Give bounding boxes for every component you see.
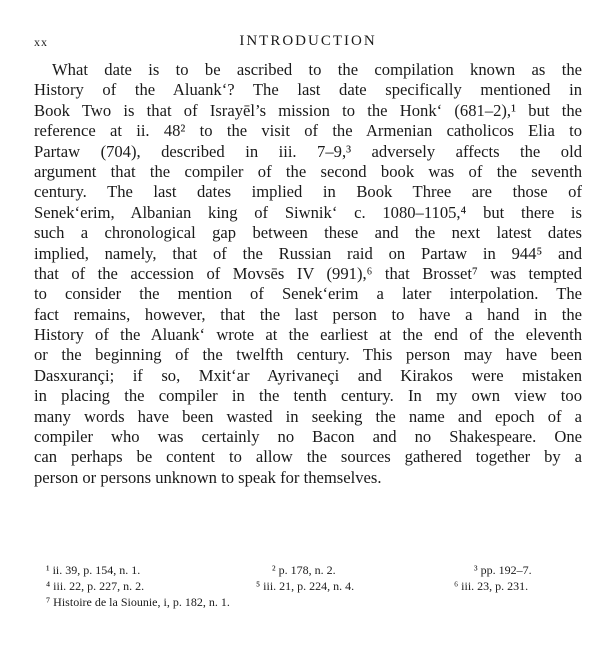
- footnote: ⁴ iii. 22, p. 227, n. 2.: [46, 579, 145, 593]
- footnote-row: [34, 594, 582, 610]
- text-line: History of the Aluank‘? The last date specifically mentioned in: [34, 80, 582, 100]
- footnote: ⁷ Histoire de la Siounie, i, p. 182, n. 1.: [46, 595, 230, 609]
- text-line: many words have been wasted in seeking the name and epoch of a: [34, 406, 582, 426]
- text-line: that of the accession of Movsēs IV (991),⁶ that Brosset⁷ was tempted: [34, 263, 582, 283]
- text-line: Book Two is that of Israyēl’s mission to the Honk‘ (681–2),¹ but the: [34, 100, 582, 120]
- footnote: ⁶ iii. 23, p. 231.: [454, 579, 529, 593]
- footnote-row: [34, 562, 582, 578]
- text-line: to consider the mention of Senek‘erim a later interpolation. The: [34, 284, 582, 304]
- footnote: ¹ ii. 39, p. 154, n. 1.: [46, 563, 141, 577]
- text-line: reference at ii. 48² to the visit of the Armenian catholicos Elia to: [34, 121, 582, 141]
- text-line: History of the Aluank‘ wrote at the earliest at the end of the eleventh: [34, 325, 582, 345]
- text-line: implied, namely, that of the Russian raid on Partaw in 944⁵ and: [34, 243, 582, 263]
- text-line: or the beginning of the twelfth century. This person may have been: [34, 345, 582, 365]
- text-line: Senek‘erim, Albanian king of Siwnik‘ c. 1080–1105,⁴ but there is: [34, 202, 582, 222]
- text-line: Partaw (704), described in iii. 7–9,³ adversely affects the old: [34, 141, 582, 161]
- footnotes: [34, 562, 582, 610]
- text-line: such a chronological gap between these and the next latest dates: [34, 223, 582, 243]
- footnote: ² p. 178, n. 2.: [272, 563, 336, 577]
- text-line: compiler who was certainly no Bacon and no Shakespeare. One: [34, 427, 582, 447]
- page-number: xx: [34, 35, 48, 49]
- text-line: Dasxurançi; if so, Mxit‘ar Ayrivaneçi and Kirakos were mistaken: [34, 365, 582, 385]
- text-line: century. The last dates implied in Book Three are those of: [34, 182, 582, 202]
- footnote-row: [34, 578, 582, 594]
- text-line: can perhaps be content to allow the sources gathered together by a: [34, 447, 582, 467]
- text-line: in placing the compiler in the tenth century. In my own view too: [34, 386, 582, 406]
- text-line: fact remains, however, that the last person to have a hand in the: [34, 304, 582, 324]
- page-header: [34, 33, 582, 51]
- footnote: ⁵ iii. 21, p. 224, n. 4.: [256, 579, 355, 593]
- text-line: What date is to be ascribed to the compilation known as the: [52, 60, 582, 79]
- running-head: INTRODUCTION: [239, 33, 377, 49]
- text-line: person or persons unknown to speak for themselves.: [34, 467, 382, 487]
- text-line: argument that the compiler of the second book was of the seventh: [34, 161, 582, 181]
- footnote: ³ pp. 192–7.: [474, 563, 532, 577]
- body-paragraph: [34, 60, 582, 488]
